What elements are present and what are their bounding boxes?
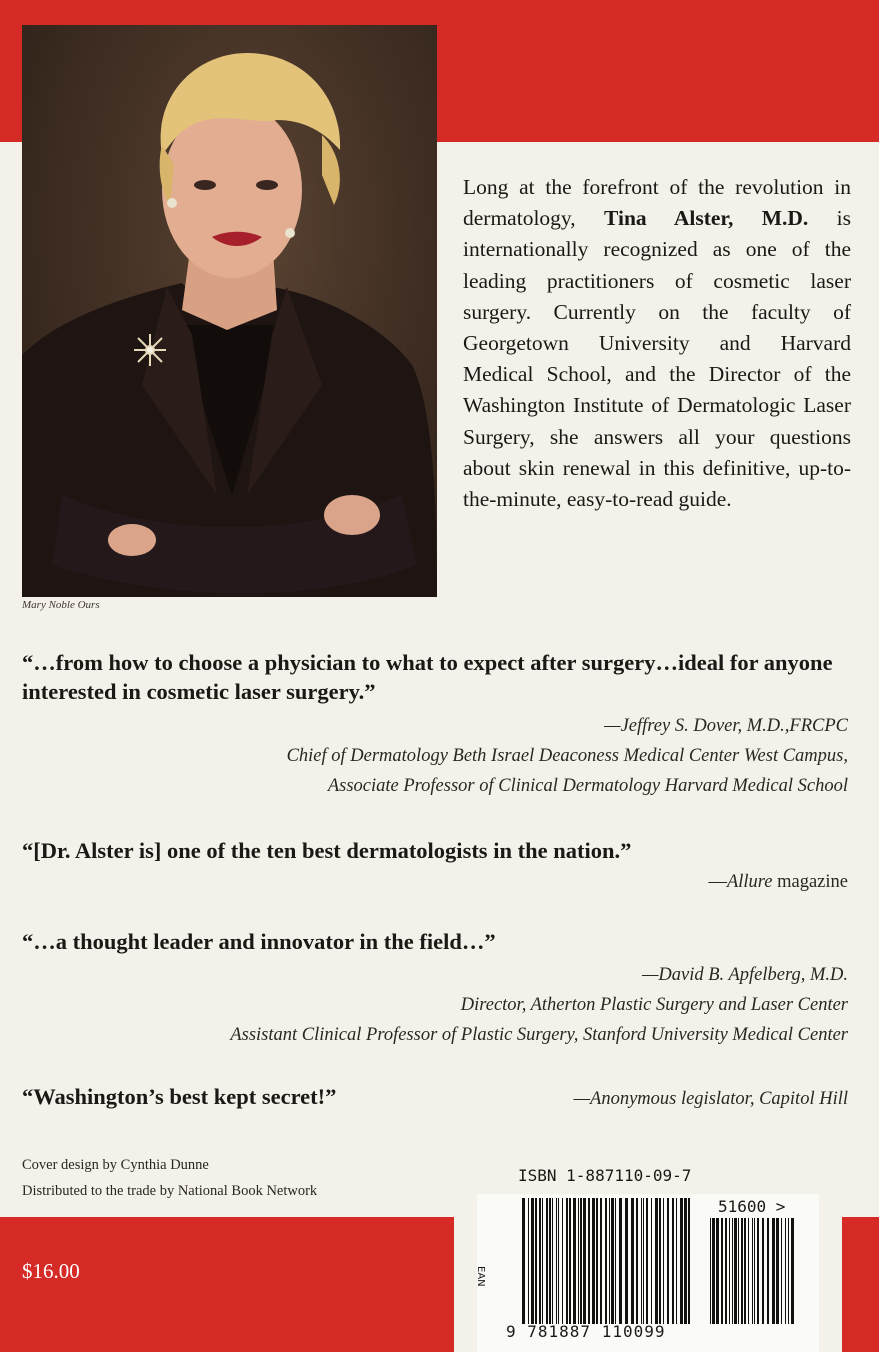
- barcode-bar: [651, 1198, 652, 1324]
- publication-name: Allure: [726, 872, 773, 892]
- attribution-line: Director, Atherton Plastic Surgery and Laser Center: [460, 995, 848, 1015]
- barcode-bar: [615, 1198, 616, 1324]
- barcode-bar: [522, 1198, 525, 1324]
- attribution-line: Chief of Dermatology Beth Israel Deaconess Medical Center West Campus,: [286, 746, 848, 766]
- barcode-bar: [569, 1198, 571, 1324]
- barcode-bar: [752, 1218, 753, 1324]
- barcode-bar: [605, 1198, 607, 1324]
- barcode-bar: [688, 1198, 690, 1324]
- attribution-dover: [22, 711, 848, 801]
- barcode-bar: [734, 1218, 737, 1324]
- author-photo: [22, 25, 437, 597]
- barcode-bar: [663, 1198, 664, 1324]
- quote-legislator: “Washington’s best kept secret!”: [22, 1084, 337, 1109]
- attribution-line: —Jeffrey S. Dover, M.D.,FRCPC: [604, 716, 848, 736]
- barcode-bar: [732, 1218, 733, 1324]
- attribution-allure: [22, 867, 848, 897]
- barcode-bar: [596, 1198, 598, 1324]
- barcode-bar: [583, 1198, 586, 1324]
- attribution-line: Associate Professor of Clinical Dermatology Harvard Medical School: [327, 776, 848, 796]
- barcode-bar: [738, 1218, 739, 1324]
- barcode-bar: [600, 1198, 602, 1324]
- barcode-bar: [776, 1218, 779, 1324]
- barcode-bar: [535, 1198, 537, 1324]
- attribution-line: —Anonymous legislator, Capitol Hill: [573, 1089, 848, 1109]
- barcode-bar: [791, 1218, 794, 1324]
- barcode-bar: [725, 1218, 727, 1324]
- barcode-bar: [556, 1198, 557, 1324]
- barcode-bar: [643, 1198, 644, 1324]
- barcode-bar: [744, 1218, 746, 1324]
- barcode-bar: [729, 1218, 730, 1324]
- barcode-bar: [619, 1198, 622, 1324]
- barcode-bar: [549, 1198, 551, 1324]
- photo-credit: Mary Noble Ours: [22, 599, 100, 611]
- barcode-bar: [552, 1198, 553, 1324]
- attribution-dash: —: [708, 872, 727, 892]
- barcode-bar: [562, 1198, 563, 1324]
- barcode-bar: [716, 1218, 719, 1324]
- barcode-bar: [710, 1218, 711, 1324]
- barcode-bar: [667, 1198, 669, 1324]
- barcode-bar: [546, 1198, 548, 1324]
- barcode-bar: [757, 1218, 759, 1324]
- barcode-bar: [788, 1218, 789, 1324]
- barcode-bar: [558, 1198, 559, 1324]
- barcode-addon-number: 51600 >: [718, 1197, 786, 1216]
- barcode-bar: [646, 1198, 648, 1324]
- barcode-bar: [762, 1218, 764, 1324]
- quote-dover: “…from how to choose a physician to what to expect after surgery…ideal for anyone interested in cosmetic laser surgery.”: [22, 650, 833, 704]
- barcode-bar: [625, 1198, 628, 1324]
- bio-intro: Long at the forefront of the revolution in dermatology,: [463, 175, 851, 231]
- barcode-bar: [712, 1218, 715, 1324]
- barcode-bar: [528, 1198, 529, 1324]
- barcode-bar: [592, 1198, 595, 1324]
- barcode-bar: [631, 1198, 634, 1324]
- barcode-bar: [748, 1218, 749, 1324]
- barcode-bar: [781, 1218, 782, 1324]
- attribution-line: Assistant Clinical Professor of Plastic Surgery, Stanford University Medical Center: [230, 1025, 848, 1045]
- barcode-bar: [542, 1198, 543, 1324]
- isbn: ISBN 1-887110-09-7: [518, 1166, 692, 1185]
- barcode-bar: [767, 1218, 769, 1324]
- bottom-red-band: [0, 1217, 454, 1352]
- addon-barcode: [710, 1218, 794, 1324]
- barcode-bar: [721, 1218, 723, 1324]
- barcode-bar: [785, 1218, 786, 1324]
- barcode-bar: [609, 1198, 610, 1324]
- publication-suffix: magazine: [772, 872, 848, 892]
- barcode-bar: [566, 1198, 568, 1324]
- barcode-bar: [659, 1198, 661, 1324]
- attribution-legislator: [22, 1084, 848, 1114]
- barcode-bar: [741, 1218, 743, 1324]
- attribution-line: —David B. Apfelberg, M.D.: [641, 965, 848, 985]
- cover-design-credit: Cover design by Cynthia Dunne: [22, 1157, 209, 1173]
- barcode-bar: [655, 1198, 658, 1324]
- attribution-apfelberg: [22, 960, 848, 1050]
- barcode-bar: [636, 1198, 638, 1324]
- ean-number: 9 781887 110099: [506, 1322, 666, 1341]
- barcode-bar: [573, 1198, 576, 1324]
- author-bio: [463, 172, 851, 515]
- price: $16.00: [22, 1259, 80, 1283]
- barcode-bar: [539, 1198, 541, 1324]
- ean-barcode: [522, 1198, 694, 1324]
- quote-allure: “[Dr. Alster is] one of the ten best dermatologists in the nation.”: [22, 838, 632, 863]
- quote-apfelberg: “…a thought leader and innovator in the field…”: [22, 929, 496, 954]
- credits: [22, 1152, 317, 1204]
- distribution-credit: Distributed to the trade by National Book Network: [22, 1183, 318, 1199]
- barcode-bar: [680, 1198, 683, 1324]
- barcode-bar: [641, 1198, 642, 1324]
- barcode-bar: [676, 1198, 677, 1324]
- barcode-bar: [611, 1198, 614, 1324]
- barcode-bar: [754, 1218, 755, 1324]
- barcode-bar: [588, 1198, 590, 1324]
- barcode-bar: [580, 1198, 582, 1324]
- ean-label: EAN: [475, 1266, 486, 1287]
- bottom-right-red-band: [842, 1217, 879, 1352]
- barcode-bar: [684, 1198, 687, 1324]
- barcode-bar: [672, 1198, 674, 1324]
- barcode-bar: [772, 1218, 775, 1324]
- barcode-bar: [531, 1198, 534, 1324]
- barcode-bar: [578, 1198, 579, 1324]
- bio-body: is internationally recognized as one of the leading practitioners of cosmetic laser surgery. Currently on the faculty of Georgetown University and Harvard Medical School, and the Director of the Washington Institute of Dermatologic Laser Surgery, she answers all your questions about skin renewal in this definitive, up-to-the-minute, easy-to-read guide.: [463, 206, 851, 512]
- author-name: Tina Alster, M.D.: [604, 206, 809, 231]
